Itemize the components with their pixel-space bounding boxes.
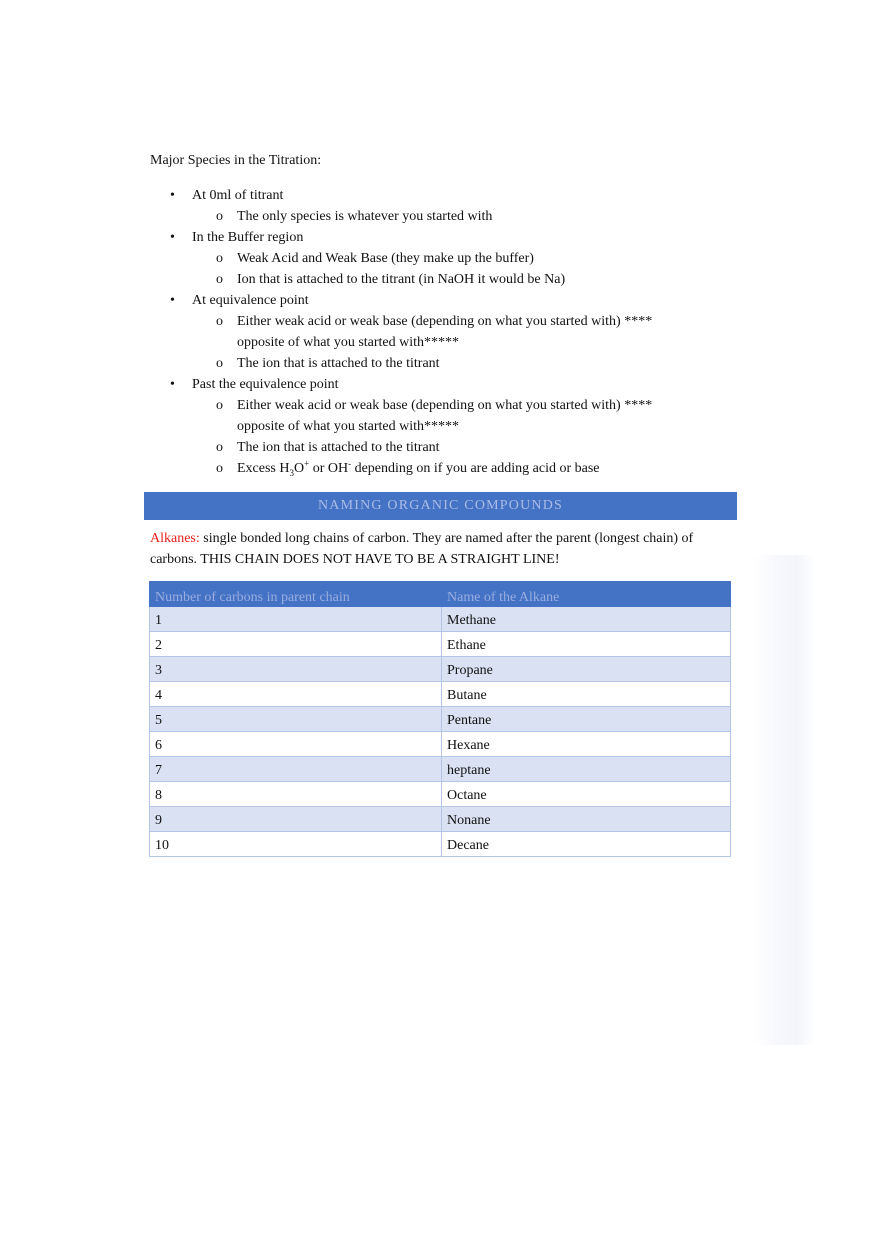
table-row	[150, 707, 731, 732]
sub-list-item-text: The ion that is attached to the titrant	[237, 440, 440, 455]
list-item	[170, 290, 687, 374]
sub-list-item-text: Either weak acid or weak base (depending on what you started with) **** opposite of what you started with*****	[237, 314, 653, 350]
sub-bullet-glyph: o	[216, 440, 223, 455]
cell-alkane-name: Ethane	[442, 632, 731, 657]
sub-list-item	[216, 353, 687, 374]
alkanes-paragraph	[150, 528, 730, 570]
cell-carbon-count: 7	[150, 757, 442, 782]
cell-carbon-count: 9	[150, 807, 442, 832]
sub-list-item-text: Ion that is attached to the titrant (in NaOH it would be Na)	[237, 272, 566, 287]
oxygen-symbol: O	[294, 461, 305, 476]
or-hydroxide: or OH	[309, 461, 349, 476]
cell-carbon-count: 10	[150, 832, 442, 857]
sub-list-item	[216, 206, 687, 227]
column-header-carbons: Number of carbons in parent chain	[150, 582, 442, 607]
sub-list	[170, 395, 687, 479]
cell-alkane-name: Butane	[442, 682, 731, 707]
page-shadow	[752, 555, 816, 1045]
list-item-text: Past the equivalence point	[192, 377, 339, 392]
column-header-alkane-name: Name of the Alkane	[442, 582, 731, 607]
table-row	[150, 832, 731, 857]
alkanes-label: Alkanes:	[150, 531, 200, 546]
cell-carbon-count: 2	[150, 632, 442, 657]
sub-list-item	[216, 248, 687, 269]
bullet-glyph: •	[170, 293, 175, 308]
sub-list-item-text: The only species is whatever you started with	[237, 209, 493, 224]
sub-list-item	[216, 458, 687, 479]
section-heading: Major Species in the Titration:	[150, 153, 322, 168]
bullet-glyph: •	[170, 377, 175, 392]
cell-alkane-name: Propane	[442, 657, 731, 682]
cell-carbon-count: 4	[150, 682, 442, 707]
alkanes-description: single bonded long chains of carbon. They are named after the parent (longest chain) of carbons. THIS CHAIN DOES NOT HAVE TO BE A STRAIGHT LINE!	[150, 531, 694, 567]
sub-bullet-glyph: o	[216, 209, 223, 224]
sub-list-item	[216, 311, 687, 353]
sub-bullet-glyph: o	[216, 251, 223, 266]
sub-list	[170, 248, 687, 290]
cell-alkane-name: Octane	[442, 782, 731, 807]
list-item-text: At 0ml of titrant	[192, 188, 284, 203]
sub-list-item-text: The ion that is attached to the titrant	[237, 356, 440, 371]
table-row	[150, 632, 731, 657]
table-row	[150, 732, 731, 757]
table-row	[150, 607, 731, 632]
cell-carbon-count: 5	[150, 707, 442, 732]
sub-bullet-glyph: o	[216, 356, 223, 371]
sub-bullet-glyph: o	[216, 314, 223, 329]
excess-ion-text	[237, 458, 600, 478]
excess-prefix: Excess H	[237, 461, 290, 476]
titration-species-list	[170, 185, 687, 479]
table-row	[150, 782, 731, 807]
cell-alkane-name: Pentane	[442, 707, 731, 732]
excess-suffix: depending on if you are adding acid or base	[351, 461, 600, 476]
sub-bullet-glyph: o	[216, 398, 223, 413]
cell-carbon-count: 1	[150, 607, 442, 632]
minus-charge: -	[348, 458, 352, 469]
sub-list-item	[216, 395, 687, 437]
cell-alkane-name: Hexane	[442, 732, 731, 757]
list-item-text: At equivalence point	[192, 293, 309, 308]
sub-list-item	[216, 437, 687, 458]
sub-list-item-text: Either weak acid or weak base (depending on what you started with) **** opposite of what you started with*****	[237, 398, 653, 434]
plus-charge: +	[304, 458, 310, 469]
section-banner: NAMING ORGANIC COMPOUNDS	[144, 492, 737, 520]
cell-carbon-count: 6	[150, 732, 442, 757]
sub-bullet-glyph: o	[216, 272, 223, 287]
table-row	[150, 757, 731, 782]
sub-list-item-text: Weak Acid and Weak Base (they make up the buffer)	[237, 251, 534, 266]
table-header-row	[150, 582, 731, 607]
sub-list-item	[216, 269, 687, 290]
list-item-text: In the Buffer region	[192, 230, 304, 245]
cell-carbon-count: 8	[150, 782, 442, 807]
subscript-three: 3	[289, 467, 294, 478]
table-row	[150, 682, 731, 707]
cell-alkane-name: Nonane	[442, 807, 731, 832]
cell-carbon-count: 3	[150, 657, 442, 682]
bullet-glyph: •	[170, 188, 175, 203]
bullet-glyph: •	[170, 230, 175, 245]
sub-list	[170, 206, 687, 227]
table-row	[150, 807, 731, 832]
cell-alkane-name: Methane	[442, 607, 731, 632]
sub-list	[170, 311, 687, 374]
alkane-names-table	[149, 581, 731, 857]
list-item	[170, 227, 687, 290]
table-row	[150, 657, 731, 682]
list-item	[170, 185, 687, 227]
list-item	[170, 374, 687, 479]
cell-alkane-name: heptane	[442, 757, 731, 782]
cell-alkane-name: Decane	[442, 832, 731, 857]
sub-bullet-glyph: o	[216, 461, 223, 476]
